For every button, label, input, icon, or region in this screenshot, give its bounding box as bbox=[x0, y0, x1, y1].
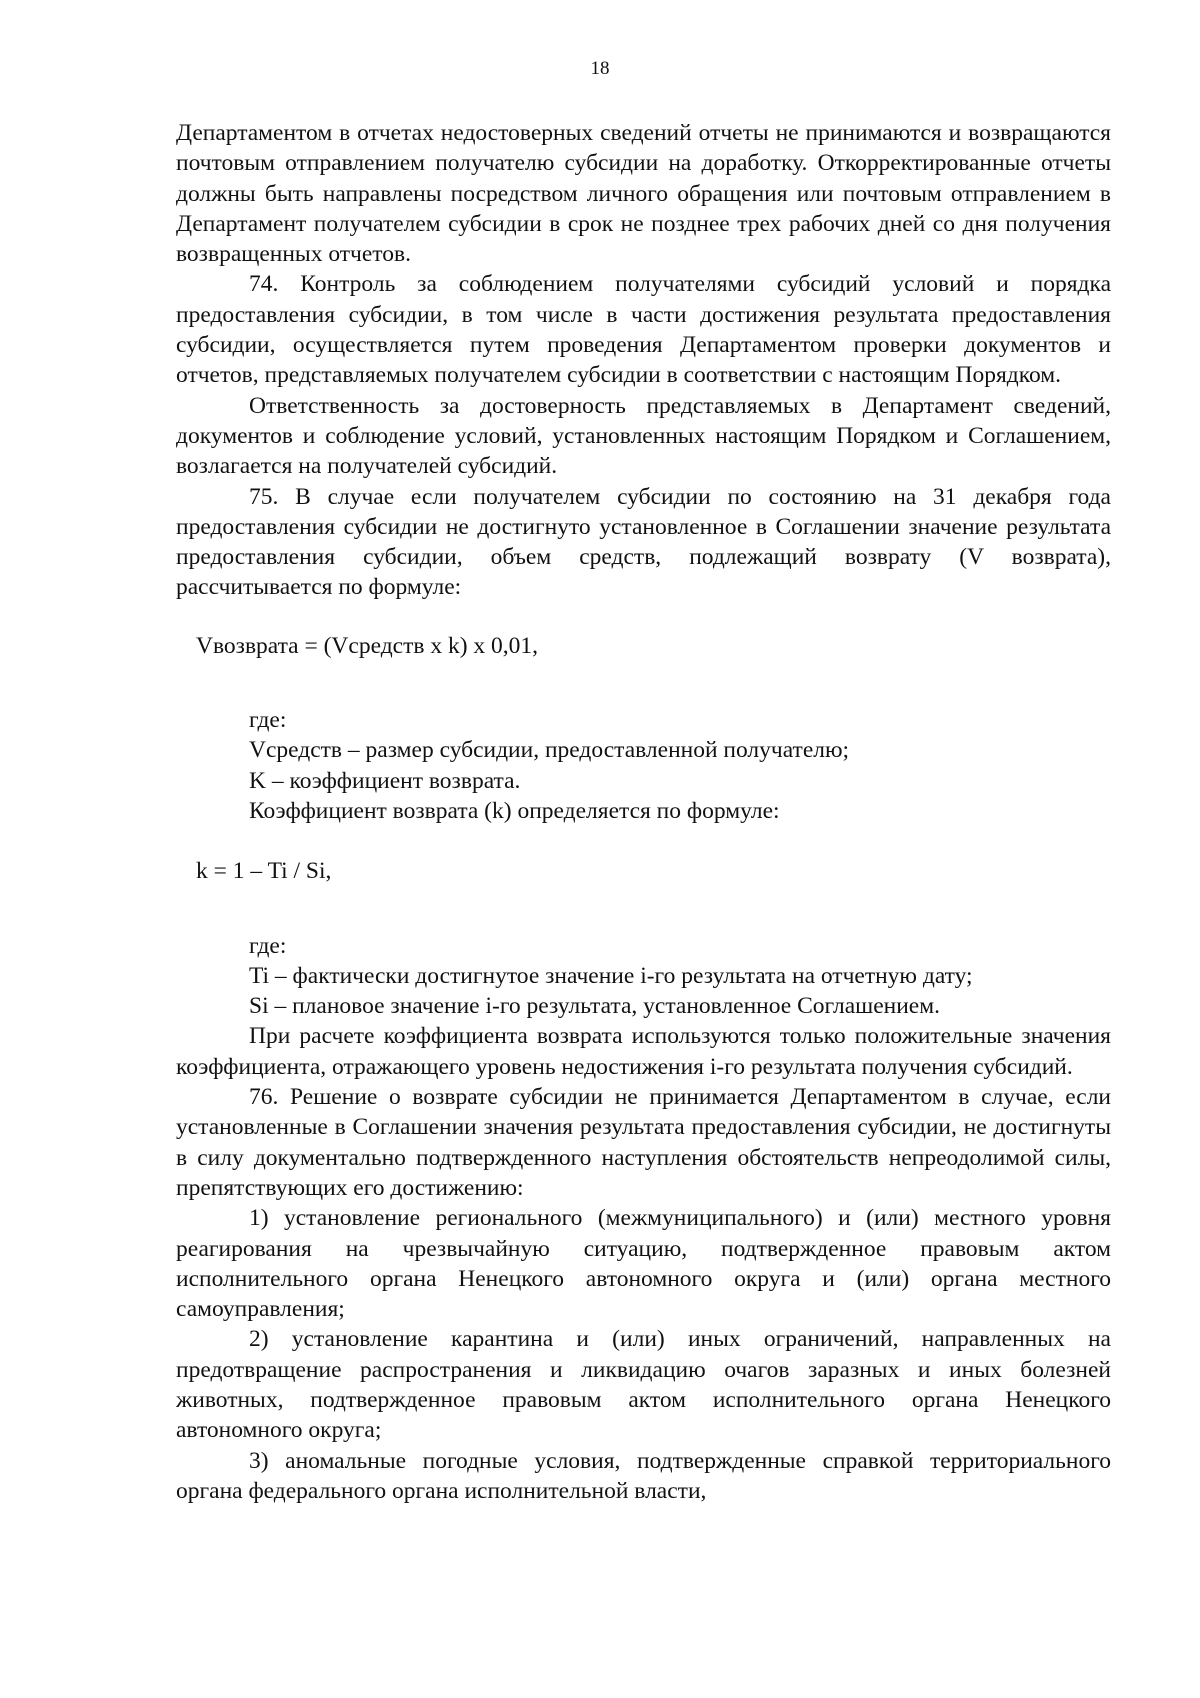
formula-coefficient: k = 1 – Ti / Si, bbox=[196, 858, 332, 885]
paragraph-74: 74. Контроль за соблюдением получателями субсидий условий и порядка предоставления субсидии, в том числе в части достижения результата предоставления субсидии, осуществляется путем проведения Департаментом проверки документов и отчетов, представляемых получателем субсидии в соответствии с настоящим Порядком. bbox=[176, 271, 1111, 389]
definition-ti: Ti – фактически достигнутое значение i-го результата на отчетную дату; bbox=[249, 962, 973, 989]
list-item-1: 1) установление регионального (межмуниципального) и (или) местного уровня реагирования на чрезвычайную ситуацию, подтвержденное правовым актом исполнительного органа Ненецкого автономного округа и (или) органа местного самоуправления; bbox=[176, 1205, 1111, 1323]
paragraph-responsibility: Ответственность за достоверность представляемых в Департамент сведений, документов и соблюдение условий, установленных настоящим Порядком и Соглашением, возлагается на получателей субсидий. bbox=[176, 392, 1111, 480]
where-label-1: где: bbox=[249, 707, 287, 734]
definition-k: K – коэффициент возврата. bbox=[249, 767, 521, 794]
list-item-3: 3) аномальные погодные условия, подтвержденные справкой территориального органа федерального органа исполнительной власти, bbox=[176, 1447, 1111, 1504]
document-body bbox=[176, 118, 1111, 1506]
definition-v-funds: Vсредств – размер субсидии, предоставленной получателю; bbox=[249, 737, 850, 764]
definition-si: Si – плановое значение i-го результата, установленное Соглашением. bbox=[249, 993, 940, 1020]
paragraph-continuation: Департаментом в отчетах недостоверных сведений отчеты не принимаются и возвращаются почтовым отправлением получателю субсидии на доработку. Откорректированные отчеты должны быть направлены посредством личного обращения или почтовым отправлением в Департамент получателем субсидии в срок не позднее трех рабочих дней со дня получения возвращенных отчетов. bbox=[176, 120, 1111, 268]
formula-return-volume: Vвозврата = (Vсредств x k) x 0,01, bbox=[196, 632, 539, 659]
page-number: 18 bbox=[590, 58, 610, 79]
paragraph-76: 76. Решение о возврате субсидии не принимается Департаментом в случае, если установленные в Соглашении значения результата предоставления субсидии, не достигнуты в силу документально подтвержденного наступления обстоятельств непреодолимой силы, препятствующих его достижению: bbox=[176, 1084, 1111, 1201]
coefficient-intro: Коэффициент возврата (k) определяется по формуле: bbox=[249, 797, 780, 824]
where-label-2: где: bbox=[249, 932, 287, 959]
paragraph-75: 75. В случае если получателем субсидии по состоянию на 31 декабря года предоставления субсидии не достигнуто установленное в Соглашении значение результата предоставления субсидии, объем средств, подлежащий возврату (V возврата), рассчитывается по формуле: bbox=[176, 483, 1111, 601]
calculation-note: При расчете коэффициента возврата используются только положительные значения коэффициента, отражающего уровень недостижения i-го результата получения субсидий. bbox=[176, 1023, 1111, 1080]
list-item-2: 2) установление карантина и (или) иных ограничений, направленных на предотвращение распространения и ликвидацию очагов заразных и иных болезней животных, подтвержденное правовым актом исполнительного органа Ненецкого автономного округа; bbox=[176, 1326, 1111, 1444]
